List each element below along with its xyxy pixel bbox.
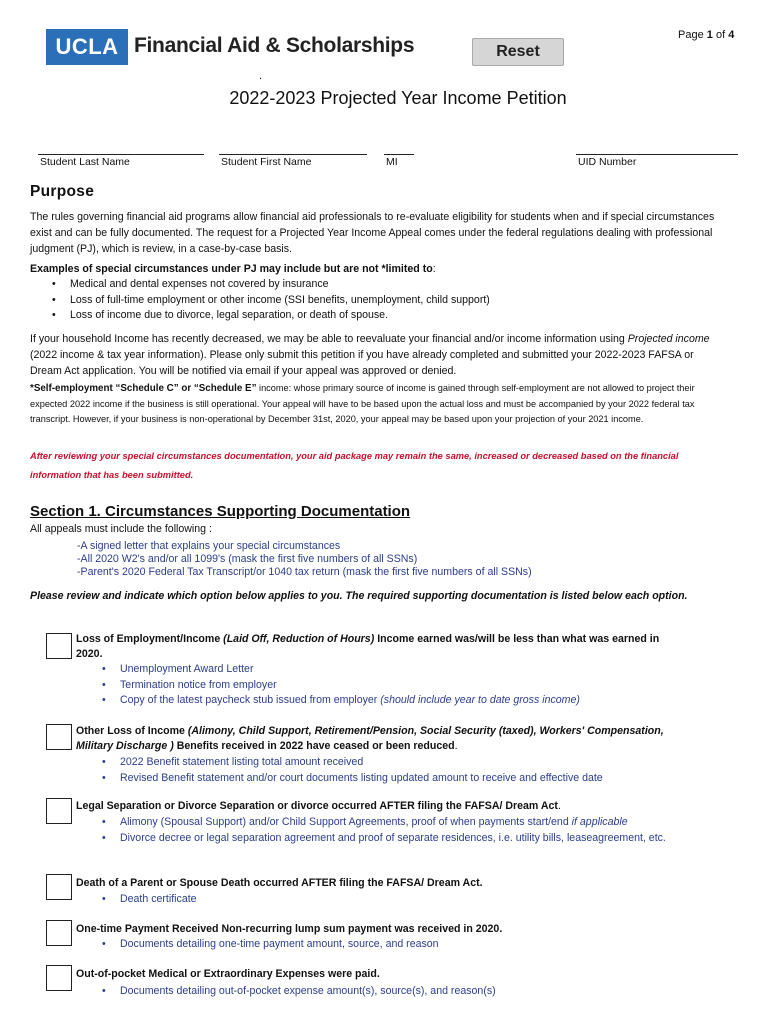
last-name-label: Student Last Name (40, 156, 130, 168)
examples-heading: Examples of special circumstances under PJ may include but are not *limited to: (30, 263, 436, 275)
ucla-logo: UCLA (46, 29, 128, 65)
option-separation-docs (98, 815, 708, 846)
section1-heading: Section 1. Circumstances Supporting Documentation (30, 503, 411, 520)
list-item: • Medical and dental expenses not covered by insurance (48, 277, 490, 293)
warning-text: After reviewing your special circumstances documentation, your aid package may remain the same, increased or decreased based on the financial information that has been submitted. (30, 451, 679, 480)
option-one-time-payment-docs (98, 937, 439, 953)
logo-title: Financial Aid & Scholarships (134, 34, 415, 57)
list-item: • Termination notice from employer (98, 678, 580, 694)
option-death: Death of a Parent or Spouse Death occurred AFTER filing the FAFSA/ Dream Act. (76, 877, 483, 889)
option-loss-employment-checkbox[interactable] (46, 633, 72, 659)
option-separation: Legal Separation or Divorce Separation or divorce occurred AFTER filing the FAFSA/ Dream Act. (76, 800, 561, 812)
page-title: 2022-2023 Projected Year Income Petition (229, 88, 567, 108)
list-item: • Loss of income due to divorce, legal separation, or death of spouse. (48, 308, 490, 324)
list-item: • Loss of full-time employment or other income (SSI benefits, unemployment, child support) (48, 293, 490, 309)
requirement-letter: -A signed letter that explains your special circumstances (77, 540, 341, 552)
list-item: • Alimony (Spousal Support) and/or Child Support Agreements, proof of when payments start/end if applicable (98, 815, 708, 831)
reset-button[interactable]: Reset (472, 38, 564, 66)
option-loss-employment: Loss of Employment/Income (Laid Off, Reduction of Hours) Income earned was/will be less than what was earned in 2020. (76, 633, 660, 660)
option-one-time-payment-checkbox[interactable] (46, 920, 72, 946)
purpose-heading: Purpose (30, 183, 95, 200)
option-other-loss-docs (98, 755, 603, 786)
list-item: • Revised Benefit statement and/or court documents listing updated amount to receive and effective date (98, 771, 603, 787)
list-item: • Unemployment Award Letter (98, 662, 580, 678)
uid-field[interactable] (576, 154, 738, 155)
option-separation-checkbox[interactable] (46, 798, 72, 824)
option-one-time-payment: One-time Payment Received Non-recurring lump sum payment was received in 2020. (76, 923, 503, 935)
option-medical-expenses-docs (98, 984, 496, 1000)
list-item: • Divorce decree or legal separation agreement and proof of separate residences, i.e. utility bills, leaseagreement, etc. (98, 831, 708, 847)
page-number: Page 1 of 4 (678, 29, 735, 41)
option-death-checkbox[interactable] (46, 874, 72, 900)
option-loss-employment-docs (98, 662, 580, 709)
first-name-field[interactable] (219, 154, 367, 155)
list-item: • 2022 Benefit statement listing total amount received (98, 755, 603, 771)
first-name-label: Student First Name (221, 156, 312, 168)
section1-instruction: Please review and indicate which option below applies to you. The required supporting documentation is listed below each option. (30, 590, 688, 602)
option-other-loss: Other Loss of Income (Alimony, Child Support, Retirement/Pension, Social Security (taxed), Workers' Compensation, Military Discharge ) Benefits received in 2022 have ceased or been reduced. (76, 725, 664, 752)
uid-label: UID Number (578, 156, 637, 168)
requirement-tax-transcript: -Parent's 2020 Federal Tax Transcript/or 1040 tax return (mask the first five numbers of all SSNs) (77, 566, 532, 578)
requirement-w2: -All 2020 W2's and/or all 1099's (mask the first five numbers of all SSNs) (77, 553, 418, 565)
list-item: • Documents detailing out-of-pocket expense amount(s), source(s), and reason(s) (98, 984, 496, 1000)
list-item: • Death certificate (98, 892, 197, 908)
list-item: • Copy of the latest paycheck stub issued from employer (should include year to date gross income) (98, 693, 580, 709)
list-item: • Documents detailing one-time payment amount, source, and reason (98, 937, 439, 953)
option-other-loss-checkbox[interactable] (46, 724, 72, 750)
option-death-docs (98, 892, 197, 908)
examples-list (48, 277, 490, 324)
mi-label: MI (386, 156, 398, 168)
stray-dot: . (259, 70, 263, 82)
self-employment-paragraph: *Self-employment “Schedule C” or “Schedule E” income: whose primary source of income is gained through self-employment are not allowed to project their expected 2022 income if the business is still operational. Your appeal will have to be based upon the actual loss and must be accompanied by your 2022 federal tax transcript. However, if your business is non-operational by December 31st, 2020, your appeal may be based upon your projection of your 2021 income. (30, 383, 695, 424)
section1-intro: All appeals must include the following : (30, 523, 212, 535)
last-name-field[interactable] (38, 154, 204, 155)
mi-field[interactable] (384, 154, 414, 155)
option-medical-expenses-checkbox[interactable] (46, 965, 72, 991)
purpose-intro: The rules governing financial aid programs allow financial aid professionals to re-evaluate eligibility for students when and if special circumstances exist and can be fully documented. The request for a Projected Year Income Appeal comes under the federal regulations dealing with professional judgment (PJ), which is review, in a case-by-case basis. (30, 211, 715, 255)
household-paragraph: If your household Income has recently decreased, we may be able to reevaluate your financial and/or income information using Projected income (2022 income & tax year information). Please only submit this petition if you have already completed and submitted your 2022-2023 FAFSA or Dream Act application. You will be notified via email if your appeal was approved or denied. (30, 333, 710, 377)
option-medical-expenses: Out-of-pocket Medical or Extraordinary Expenses were paid. (76, 968, 380, 980)
